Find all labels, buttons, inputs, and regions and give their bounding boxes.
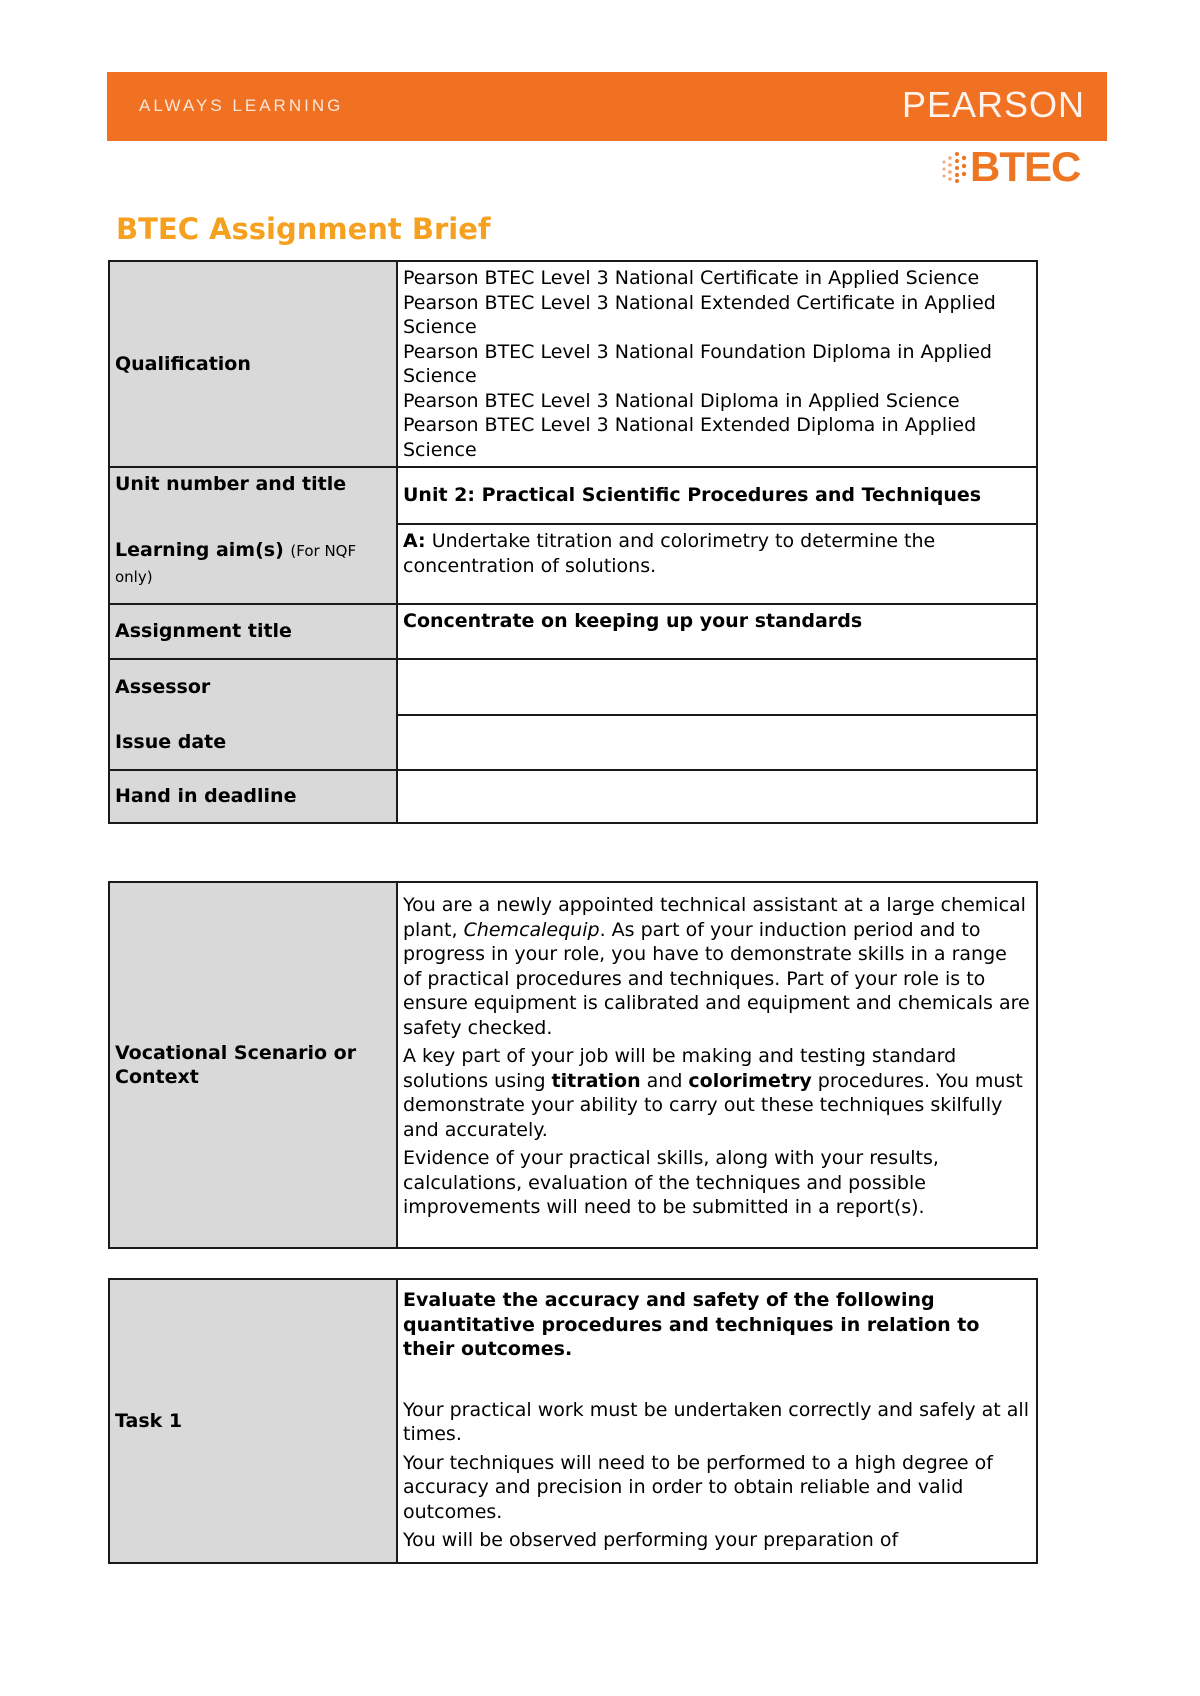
qualification-line: Pearson BTEC Level 3 National Extended Certificate in Applied Science <box>403 291 996 338</box>
task-1-paragraph-1: Your practical work must be undertaken correctly and safely at all times. <box>403 1398 1029 1445</box>
tagline: ALWAYS LEARNING <box>139 96 344 115</box>
task-table <box>108 1278 1038 1564</box>
task-1-label: Task 1 <box>109 1279 397 1563</box>
deadline-field[interactable] <box>397 770 1037 823</box>
learning-aim-label <box>109 524 397 604</box>
qualification-label: Qualification <box>109 261 397 467</box>
row-learning-aim <box>109 524 1037 604</box>
qualification-line: Pearson BTEC Level 3 National Extended Diploma in Applied Science <box>403 414 977 461</box>
learning-aim-text: Undertake titration and colorimetry to determine the concentration of solutions. <box>403 530 936 577</box>
row-unit <box>109 467 1037 524</box>
scenario-text: You are a newly appointed technical assistant at a large chemical plant, <box>403 894 1026 941</box>
row-scenario <box>109 882 1037 1248</box>
issue-date-label: Issue date <box>109 715 397 770</box>
deadline-label: Hand in deadline <box>109 770 397 823</box>
task-1-value <box>397 1279 1037 1563</box>
assignment-title-value: Concentrate on keeping up your standards <box>397 604 1037 659</box>
row-deadline <box>109 770 1037 823</box>
summary-table <box>108 260 1038 824</box>
qualification-line: Pearson BTEC Level 3 National Diploma in Applied Science <box>403 389 960 412</box>
learning-aim-prefix: A: <box>403 530 426 552</box>
learning-aim-value <box>397 524 1037 604</box>
row-issue-date <box>109 715 1037 770</box>
issue-date-field[interactable] <box>397 715 1037 770</box>
scenario-table <box>108 881 1038 1249</box>
qualification-line: Pearson BTEC Level 3 National Certificate in Applied Science <box>403 267 980 289</box>
learning-aim-note: (For NQF only) <box>115 542 357 586</box>
row-qualification <box>109 261 1037 467</box>
assessor-field[interactable] <box>397 659 1037 715</box>
scenario-value <box>397 882 1037 1248</box>
btec-logo <box>940 143 1100 190</box>
qualification-value <box>397 261 1037 467</box>
scenario-paragraph-2 <box>403 1044 1031 1142</box>
scenario-text: A key part of your job will be making and testing standard solutions using <box>403 1045 957 1092</box>
keyword-colorimetry: colorimetry <box>688 1069 812 1092</box>
row-assignment-title <box>109 604 1037 659</box>
pearson-logo: PEARSON <box>901 84 1085 125</box>
task-1-paragraph-3: You will be observed performing your preparation of <box>403 1529 899 1551</box>
scenario-text: procedures. You must demonstrate your ability to carry out these techniques skilfully and accurately. <box>403 1069 1023 1141</box>
task-1-heading: Evaluate the accuracy and safety of the following quantitative procedures and techniques in relation to their outcomes. <box>403 1289 980 1360</box>
task-1-paragraph-2: Your techniques will need to be performed to a high degree of accuracy and precision in order to obtain reliable and valid outcomes. <box>403 1451 993 1523</box>
btec-wordmark: BTEC <box>970 143 1081 190</box>
scenario-text: and <box>640 1069 689 1092</box>
company-name: Chemcalequip <box>463 918 600 941</box>
scenario-paragraph-1 <box>403 893 1031 1040</box>
learning-aim-label-text: Learning aim(s) <box>115 539 284 561</box>
qualification-line: Pearson BTEC Level 3 National Foundation Diploma in Applied Science <box>403 340 992 387</box>
unit-value: Unit 2: Practical Scientific Procedures and Techniques <box>397 467 1037 524</box>
unit-label: Unit number and title <box>109 467 397 524</box>
keyword-titration: titration <box>551 1069 641 1092</box>
row-task-1 <box>109 1279 1037 1563</box>
page-title: BTEC Assignment Brief <box>116 212 491 246</box>
assignment-title-label: Assignment title <box>109 604 397 659</box>
assessor-label: Assessor <box>109 659 397 715</box>
scenario-text: . As part of your induction period and to progress in your role, you have to demonstrate skills in a range of practical procedures and techniques. Part of your role is to ensure equipment is calibrated and equipment and chemicals are safety checked. <box>403 918 1030 1039</box>
row-assessor <box>109 659 1037 715</box>
scenario-paragraph-3: Evidence of your practical skills, along with your results, calculations, evaluation of the techniques and possible improvements will need to be submitted in a report(s). <box>403 1147 939 1218</box>
btec-dots-icon <box>940 150 968 184</box>
scenario-label: Vocational Scenario or Context <box>109 882 397 1248</box>
header-banner <box>107 72 1107 141</box>
